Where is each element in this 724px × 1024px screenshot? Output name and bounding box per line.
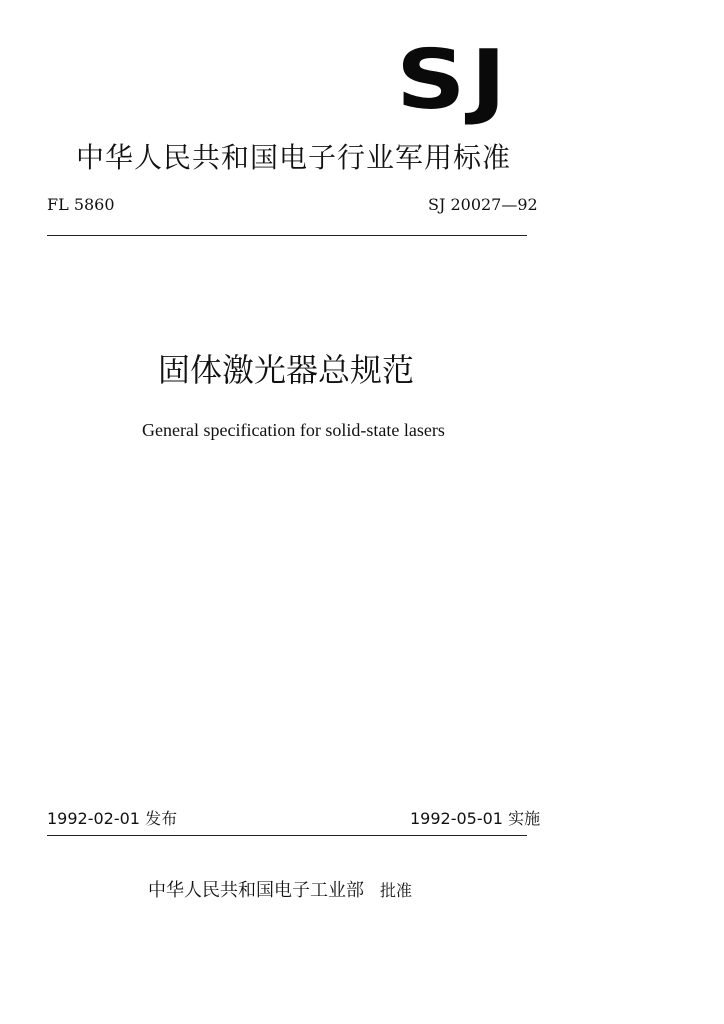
bottom-divider bbox=[47, 835, 527, 836]
effective-date: 1992-05-01 实施 bbox=[410, 809, 541, 828]
issue-date: 1992-02-01 发布 bbox=[47, 809, 178, 828]
document-title-chinese: 固体激光器总规范 bbox=[158, 351, 415, 389]
sj-logo: SJ bbox=[396, 33, 512, 128]
fl-classification-code: FL 5860 bbox=[47, 195, 115, 214]
top-divider bbox=[47, 235, 527, 236]
standard-class-heading: 中华人民共和国电子行业军用标准 bbox=[76, 141, 512, 174]
standard-number: SJ 20027—92 bbox=[428, 195, 538, 214]
approving-authority: 中华人民共和国电子工业部 bbox=[148, 880, 364, 901]
document-title-english: General specification for solid-state lasers bbox=[142, 420, 445, 440]
approval-label: 批准 bbox=[380, 881, 413, 900]
